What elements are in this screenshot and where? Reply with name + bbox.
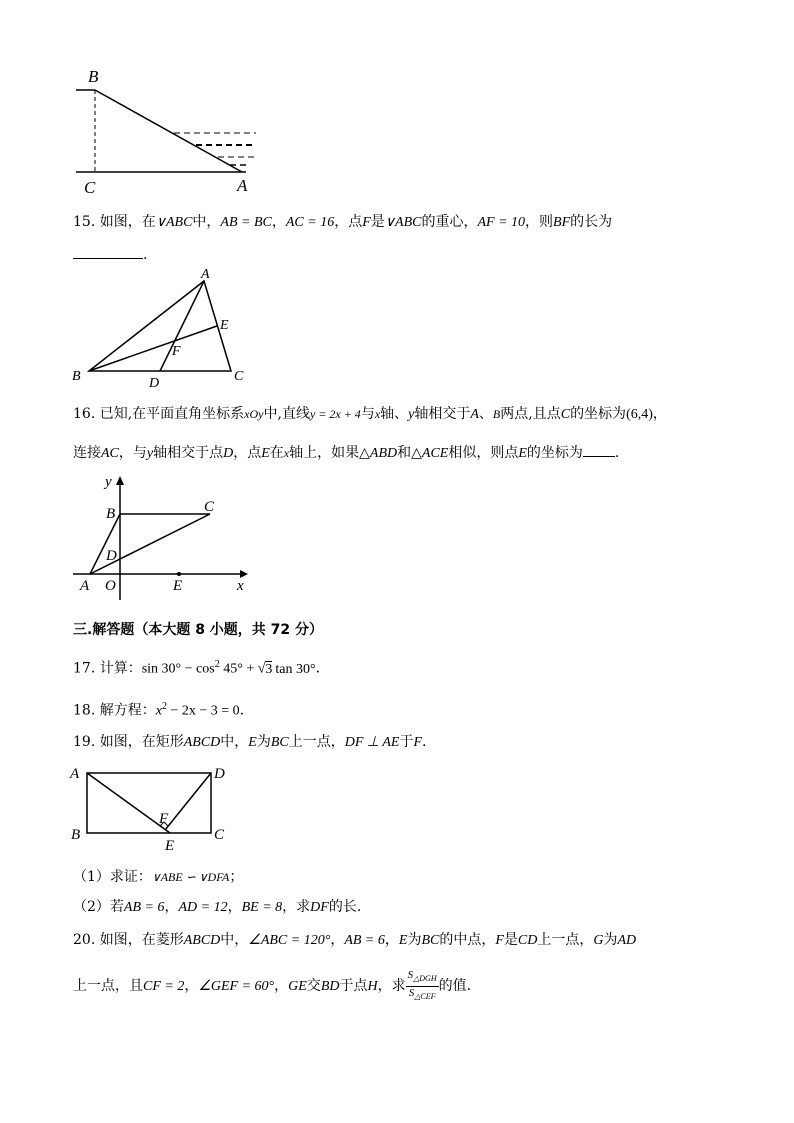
math: ABCD bbox=[183, 735, 221, 750]
math: ABCD bbox=[183, 933, 221, 948]
text: ， bbox=[184, 978, 199, 994]
question-16-line-2 bbox=[73, 442, 619, 464]
text: . bbox=[422, 734, 427, 750]
text: ，点 bbox=[233, 445, 262, 461]
label-B: B bbox=[72, 369, 81, 384]
math: y bbox=[146, 446, 154, 461]
text: 交 bbox=[306, 978, 321, 994]
text: 的重心， bbox=[421, 214, 478, 230]
question-16-line-1 bbox=[73, 404, 667, 425]
sqrt-symbol: √ bbox=[257, 661, 266, 677]
math: AB = BC bbox=[220, 215, 272, 230]
text: ， bbox=[384, 932, 399, 948]
math: A bbox=[470, 407, 479, 422]
text: . bbox=[143, 247, 148, 263]
math: E bbox=[248, 735, 257, 750]
question-15-line-2 bbox=[73, 244, 147, 265]
math: (6,4) bbox=[626, 407, 653, 422]
question-18 bbox=[73, 697, 244, 722]
text: 轴相交于 bbox=[414, 406, 471, 422]
math: AB = 6 bbox=[123, 900, 165, 915]
figure-19 bbox=[66, 760, 236, 858]
math: 2 bbox=[214, 659, 220, 670]
text: 相似，则点 bbox=[448, 445, 519, 461]
label-B: B bbox=[106, 506, 116, 522]
text: ，则 bbox=[525, 214, 554, 230]
text: 中， bbox=[220, 932, 249, 948]
label-D: D bbox=[214, 766, 225, 782]
math: D bbox=[223, 446, 234, 461]
question-17 bbox=[73, 655, 320, 680]
figure-16 bbox=[68, 470, 258, 602]
text: 上一点，且 bbox=[73, 978, 143, 994]
label-A: A bbox=[70, 766, 80, 782]
label-A: A bbox=[201, 268, 210, 282]
text: 在 bbox=[269, 445, 284, 461]
math: AF = 10 bbox=[477, 215, 526, 230]
text: 为 bbox=[603, 932, 618, 948]
text: ， bbox=[227, 899, 242, 915]
math: E bbox=[261, 446, 270, 461]
math: E bbox=[398, 933, 408, 948]
text: ； bbox=[229, 869, 244, 885]
math: x bbox=[283, 446, 290, 460]
math: AB = 6 bbox=[344, 933, 385, 948]
label-C: C bbox=[84, 178, 96, 197]
text: （1）求证： bbox=[73, 869, 152, 885]
question-number: 16. bbox=[73, 406, 96, 422]
label-B: B bbox=[71, 827, 81, 843]
math: C bbox=[560, 407, 571, 422]
text: ，求 bbox=[282, 899, 311, 915]
text: 上一点， bbox=[288, 734, 345, 750]
math: ∨ABC bbox=[384, 215, 422, 230]
math: − 2x − 3 = 0 bbox=[166, 703, 240, 719]
math: ∨ABE ∽ ∨DFA bbox=[151, 870, 230, 884]
text: 的中点， bbox=[439, 932, 496, 948]
question-19-part-2 bbox=[73, 897, 361, 918]
figure-14 bbox=[70, 62, 270, 197]
text: 与 bbox=[360, 406, 375, 422]
question-19 bbox=[73, 732, 426, 753]
text: . bbox=[239, 702, 245, 719]
label-C: C bbox=[234, 369, 244, 384]
math: ACE bbox=[421, 446, 449, 461]
label-y: y bbox=[105, 474, 112, 490]
label-F: F bbox=[159, 811, 169, 827]
math: F bbox=[495, 933, 504, 948]
text: 的长为 bbox=[570, 214, 613, 230]
math: S bbox=[408, 986, 415, 999]
label-C: C bbox=[214, 827, 225, 843]
math: xOy bbox=[244, 407, 264, 421]
text: ，求 bbox=[377, 978, 406, 994]
label-O: O bbox=[105, 578, 116, 594]
math: F bbox=[413, 735, 423, 750]
label-A: A bbox=[80, 578, 90, 594]
math: S bbox=[407, 969, 414, 982]
text: 是 bbox=[370, 214, 385, 230]
question-15-line-1 bbox=[73, 212, 612, 233]
text: 如图，在 bbox=[99, 214, 156, 230]
math: F bbox=[362, 215, 371, 230]
math: y bbox=[408, 407, 415, 422]
text: 为 bbox=[407, 932, 422, 948]
label-E: E bbox=[220, 318, 229, 333]
math: H bbox=[367, 979, 378, 994]
text: ， bbox=[271, 214, 286, 230]
math: AC = 16 bbox=[285, 215, 335, 230]
label-A: A bbox=[237, 176, 248, 195]
text: 轴相交于点 bbox=[153, 445, 224, 461]
math: E bbox=[518, 446, 527, 461]
math: BE = 8 bbox=[241, 900, 283, 915]
label-x: x bbox=[237, 578, 244, 594]
text: ， bbox=[330, 932, 345, 948]
text: 是 bbox=[503, 932, 518, 948]
text: . bbox=[614, 445, 620, 461]
label-D: D bbox=[149, 376, 160, 391]
answer-blank[interactable] bbox=[583, 442, 615, 457]
text: ，点 bbox=[334, 214, 363, 230]
text: ， bbox=[652, 406, 667, 422]
math: BD bbox=[320, 979, 340, 994]
label-D: D bbox=[106, 548, 117, 564]
text: 的值. bbox=[438, 978, 472, 994]
text: ，与 bbox=[118, 445, 147, 461]
math: 45° + bbox=[219, 661, 258, 677]
math: GE bbox=[288, 979, 307, 994]
text: 中， bbox=[192, 214, 221, 230]
text: 如图，在菱形 bbox=[99, 932, 184, 948]
math: BF bbox=[553, 215, 571, 230]
math: x bbox=[374, 407, 381, 421]
math: sin 30° − cos bbox=[141, 661, 215, 677]
label-F: F bbox=[172, 344, 181, 359]
text: 中,直线 bbox=[263, 406, 310, 422]
text: 的坐标为 bbox=[570, 406, 627, 422]
question-19-part-1 bbox=[73, 867, 243, 887]
text: 的坐标为 bbox=[526, 445, 583, 461]
question-number: 19. bbox=[73, 734, 96, 750]
math: CF = 2 bbox=[143, 979, 185, 994]
text: ， bbox=[274, 978, 289, 994]
math: ∨ABC bbox=[155, 215, 193, 230]
math: BC bbox=[421, 933, 440, 948]
text: 连接 bbox=[73, 445, 101, 461]
math: DF ⊥ AE bbox=[344, 735, 400, 750]
math: G bbox=[593, 933, 604, 948]
text: 如图，在矩形 bbox=[99, 734, 184, 750]
math: ∠GEF = 60° bbox=[198, 979, 275, 994]
math: B bbox=[492, 407, 501, 421]
figure-15 bbox=[68, 268, 258, 393]
text: 的长. bbox=[328, 899, 362, 915]
text: 轴、 bbox=[380, 406, 409, 422]
question-20-line-2 bbox=[73, 966, 471, 1007]
text: 轴上，如果△ bbox=[289, 445, 370, 461]
text: 、 bbox=[478, 406, 493, 422]
math: AD bbox=[617, 933, 637, 948]
fraction bbox=[406, 969, 439, 1002]
text: 解方程： bbox=[99, 702, 156, 719]
math: ABD bbox=[369, 446, 398, 461]
question-number: 15. bbox=[73, 214, 96, 230]
math: CD bbox=[517, 933, 538, 948]
answer-blank[interactable] bbox=[73, 244, 143, 259]
math: BC bbox=[270, 735, 289, 750]
math: △DGH bbox=[413, 974, 437, 984]
text: 计算： bbox=[99, 660, 142, 677]
section-heading: 三.解答题（本大题 8 小题，共 72 分） bbox=[73, 622, 324, 638]
math: △CEF bbox=[414, 991, 436, 1001]
text: 为 bbox=[256, 734, 271, 750]
math: ∠ABC = 120° bbox=[248, 933, 331, 948]
text: 上一点， bbox=[537, 932, 594, 948]
question-number: 18. bbox=[73, 702, 96, 719]
text: 于点 bbox=[339, 978, 368, 994]
label-B: B bbox=[88, 67, 99, 86]
math: DF bbox=[310, 900, 329, 915]
text: 中， bbox=[220, 734, 249, 750]
text: ， bbox=[164, 899, 179, 915]
label-E: E bbox=[165, 838, 175, 854]
math: 2 bbox=[161, 701, 167, 712]
question-number: 17. bbox=[73, 660, 96, 677]
math: AC bbox=[101, 446, 119, 461]
label-E: E bbox=[173, 578, 183, 594]
text: 于 bbox=[399, 734, 414, 750]
text: 和△ bbox=[397, 445, 422, 461]
math: tan 30° bbox=[275, 661, 316, 677]
text: 已知,在平面直角坐标系 bbox=[99, 406, 245, 422]
label-C: C bbox=[204, 499, 215, 515]
math: AD = 12 bbox=[178, 900, 228, 915]
question-number: 20. bbox=[73, 932, 96, 948]
text: （2）若 bbox=[73, 899, 124, 915]
math: 3 bbox=[265, 661, 273, 677]
question-20-line-1 bbox=[73, 930, 636, 951]
math: x bbox=[155, 703, 162, 719]
text: . bbox=[315, 660, 321, 677]
text: 两点,且点 bbox=[500, 406, 561, 422]
math: y = 2x + 4 bbox=[309, 407, 361, 421]
